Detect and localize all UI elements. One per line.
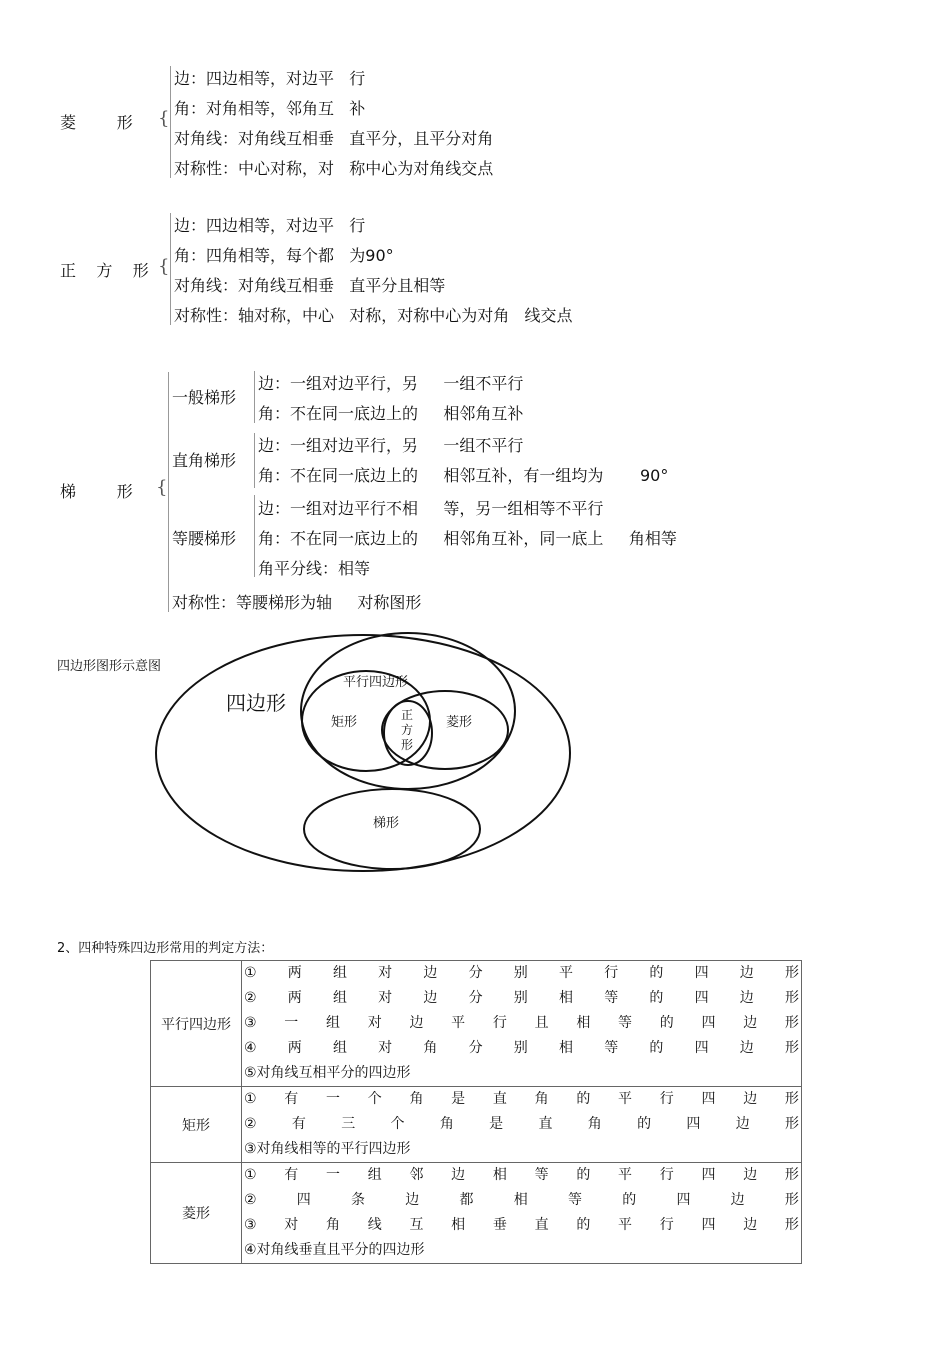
judgement-row — [151, 961, 802, 1087]
judgement-row — [151, 1087, 802, 1163]
trapezoid-general-side: 边：一组对边平行，另 一组不平行 — [258, 374, 524, 393]
judgement-method: ② 两 组 对 边 分 别 相 等 的 四 边 形 — [244, 990, 799, 1006]
trapezoid-isosceles-angle: 角：不在同一底边上的 相邻角互补，同一底上 角相等 — [258, 529, 677, 548]
judgement-shape-label: 菱形 — [151, 1163, 242, 1264]
judgement-table — [150, 960, 802, 1264]
judgement-method: ① 有 一 组 邻 边 相 等 的 平 行 四 边 形 — [244, 1167, 799, 1183]
judgement-method: ④ 两 组 对 角 分 别 相 等 的 四 边 形 — [244, 1040, 799, 1056]
judgement-method: ① 两 组 对 边 分 别 平 行 的 四 边 形 — [244, 965, 799, 981]
judgement-shape-label: 矩形 — [151, 1087, 242, 1163]
judgement-method: ② 有 三 个 角 是 直 角 的 四 边 形 — [244, 1116, 799, 1132]
diagram-square-char-2: 方 — [401, 723, 414, 737]
diagram-quad-label: 四边形 — [226, 691, 286, 715]
trapezoid-general-label: 一般梯形 — [172, 388, 237, 407]
rhombus-diagonal: 对角线：对角线互相垂 直平分，且平分对角 — [174, 129, 494, 148]
judgement-method: ③ 对 角 线 互 相 垂 直 的 平 行 四 边 形 — [244, 1217, 799, 1233]
diagram-caption: 四边形图形示意图 — [57, 659, 162, 674]
judgement-method: ③ 一 组 对 边 平 行 且 相 等 的 四 边 形 — [244, 1015, 799, 1031]
diagram-square-char-3: 形 — [401, 738, 414, 752]
judgement-row — [151, 1163, 802, 1264]
rhombus-symmetry: 对称性：中心对称，对 称中心为对角线交点 — [174, 159, 494, 178]
judgement-method: ② 四 条 边 都 相 等 的 四 边 形 — [244, 1192, 799, 1208]
judgement-methods — [242, 1163, 802, 1264]
judgement-method-last: ③对角线相等的平行四边形 — [244, 1141, 411, 1157]
judgement-methods — [242, 961, 802, 1087]
diagram-rectangle-label: 矩形 — [331, 715, 358, 730]
diagram-parallelogram-label: 平行四边形 — [343, 675, 409, 690]
square-angle: 角：四角相等，每个都 为90° — [174, 246, 394, 265]
trapezoid-isosceles-bisector: 角平分线：相等 — [258, 559, 371, 578]
judgement-shape-label: 平行四边形 — [151, 961, 242, 1087]
rhombus-side: 边：四边相等，对边平 行 — [174, 69, 366, 88]
trapezoid-symmetry: 对称性：等腰梯形为轴 对称图形 — [172, 593, 422, 612]
diagram-square-char-1: 正 — [401, 708, 414, 722]
trapezoid-isosceles-label: 等腰梯形 — [172, 529, 237, 548]
judgement-method-last: ④对角线垂直且平分的四边形 — [244, 1242, 425, 1258]
judgement-method-last: ⑤对角线互相平分的四边形 — [244, 1065, 411, 1081]
trapezoid-general-angle: 角：不在同一底边上的 相邻角互补 — [258, 404, 524, 423]
square-brace-tip: { — [158, 256, 170, 277]
diagram-trapezoid-label: 梯形 — [373, 816, 400, 831]
trapezoid-right-side: 边：一组对边平行，另 一组不平行 — [258, 436, 524, 455]
square-symmetry: 对称性：轴对称，中心 对称，对称中心为对角 线交点 — [174, 306, 573, 325]
square-name: 正 方 形 — [60, 261, 149, 280]
square-side: 边：四边相等，对边平 行 — [174, 216, 366, 235]
trapezoid-right-label: 直角梯形 — [172, 451, 237, 470]
trapezoid-isosceles-side: 边：一组对边平行不相 等，另一组相等不平行 — [258, 499, 604, 518]
section2-title: 2、四种特殊四边形常用的判定方法： — [57, 941, 274, 956]
trapezoid-right-angle: 角：不在同一底边上的 相邻互补，有一组均为 — [258, 466, 604, 485]
rhombus-name: 菱 形 — [60, 113, 133, 132]
rhombus-angle: 角：对角相等，邻角互 补 — [174, 99, 366, 118]
trapezoid-right-angle-value: 90° — [640, 466, 669, 485]
rhombus-brace-tip: { — [158, 108, 170, 129]
trapezoid-name: 梯 形 — [60, 482, 133, 501]
judgement-method: ① 有 一 个 角 是 直 角 的 平 行 四 边 形 — [244, 1091, 799, 1107]
square-diagonal: 对角线：对角线互相垂 直平分且相等 — [174, 276, 446, 295]
judgement-methods — [242, 1087, 802, 1163]
trapezoid-brace-tip: { — [156, 477, 168, 498]
diagram-rhombus-label: 菱形 — [446, 715, 473, 730]
